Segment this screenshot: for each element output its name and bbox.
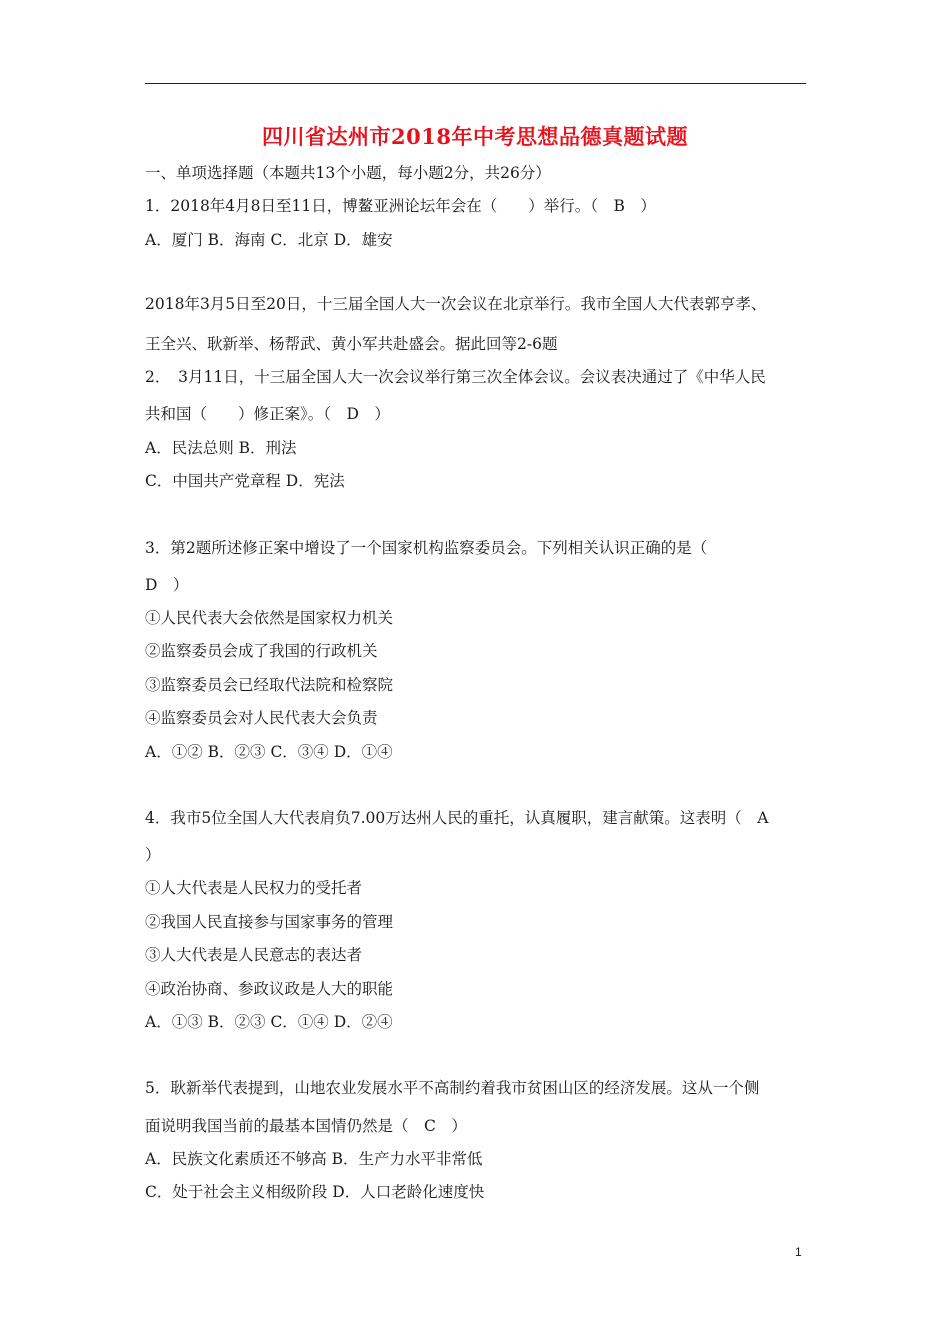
q1-options: A．厦门 B．海南 C．北京 D．雄安: [145, 231, 393, 249]
q2-stem-line-2: 共和国（ ）修正案》。（ D ）: [145, 405, 390, 423]
q3-statement-3: ③监察委员会已经取代法院和检察院: [145, 676, 394, 694]
q5-options-line-2: C．处于社会主义相级阶段 D．人口老龄化速度快: [145, 1183, 485, 1201]
q3-statement-2: ②监察委员会成了我国的行政机关: [145, 642, 378, 660]
q5-stem-line-2: 面说明我国当前的最基本国情仍然是（ C ）: [145, 1117, 467, 1135]
q2-stem-line-1: 2． 3月11日，十三届全国人大一次会议举行第三次全体会议。会议表决通过了《中华人民: [145, 368, 766, 386]
q2-options-line-2: C．中国共产党章程 D．宪法: [145, 472, 345, 490]
q5-stem-line-1: 5．耿新举代表提到，山地农业发展水平不高制约着我市贫困山区的经济发展。这从一个侧: [145, 1079, 760, 1097]
q3-statement-4: ④监察委员会对人民代表大会负责: [145, 709, 378, 727]
material-line-1: 2018年3月5日至20日，十三届全国人大一次会议在北京举行。我市全国人大代表郭亨孝、: [145, 295, 767, 313]
q3-statement-1: ①人民代表大会依然是国家权力机关: [145, 609, 394, 627]
section-heading: 一、单项选择题（本题共13个小题，每小题2分，共26分）: [145, 164, 551, 182]
q1-stem: 1．2018年4月8日至11日，博鳌亚洲论坛年会在（ ）举行。（ B ）: [145, 197, 656, 215]
q4-stem-line-1: 4．我市5位全国人大代表肩负7.00万达州人民的重托，认真履职，建言献策。这表明（ A: [145, 809, 769, 827]
q3-options: A．①② B．②③ C．③④ D．①④: [145, 743, 393, 761]
q2-options-line-1: A．民法总则 B．刑法: [145, 439, 297, 457]
q4-options: A．①③ B．②③ C．①④ D．②④: [145, 1013, 393, 1031]
q3-stem-line-1: 3．第2题所述修正案中增设了一个国家机构监察委员会。下列相关认识正确的是（: [145, 539, 708, 557]
q4-statement-1: ①人大代表是人民权力的受托者: [145, 879, 363, 897]
page-title: 四川省达州市2018年中考思想品德真题试题: [262, 124, 688, 149]
q3-stem-line-2: D ）: [145, 576, 189, 594]
header-rule: [145, 83, 806, 84]
page-number: 1: [795, 1245, 802, 1259]
q4-statement-3: ③人大代表是人民意志的表达者: [145, 946, 363, 964]
q4-stem-line-2: ）: [145, 846, 161, 864]
material-line-2: 王全兴、耿新举、杨帮武、黄小军共赴盛会。据此回等2-6题: [145, 335, 558, 353]
q5-options-line-1: A．民族文化素质还不够高 B．生产力水平非常低: [145, 1150, 483, 1168]
q4-statement-4: ④政治协商、参政议政是人大的职能: [145, 980, 394, 998]
q4-statement-2: ②我国人民直接参与国家事务的管理: [145, 913, 394, 931]
